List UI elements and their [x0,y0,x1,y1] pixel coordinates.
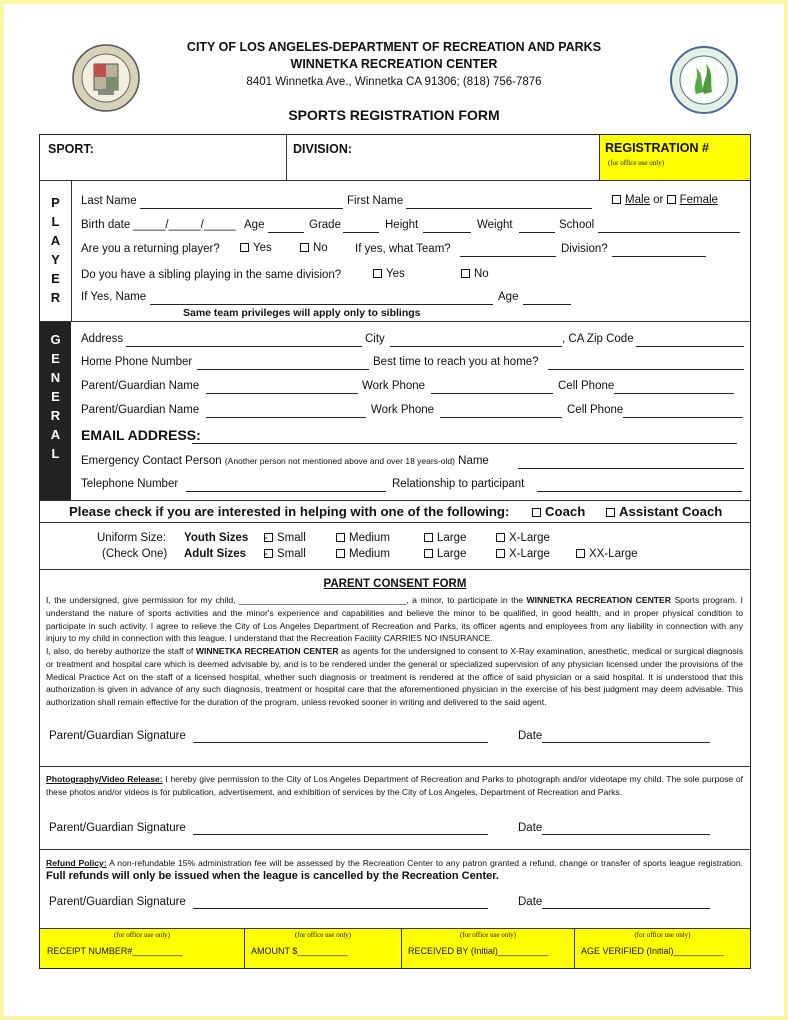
home-phone-label: Home Phone Number [81,356,193,368]
last-name-label: Last Name [81,195,137,207]
page [4,4,784,1016]
sibling-no-checkbox[interactable] [461,269,470,278]
best-time-input[interactable] [548,369,744,370]
assistant-coach-label: Assistant Coach [619,504,723,519]
youth-sizes-label: Youth Sizes [184,532,249,544]
photo-date-label: Date [518,822,543,834]
best-time-label: Best time to reach you at home? [373,356,539,368]
size-label: Medium [349,548,390,560]
office-use-note: (for office use only) [459,931,517,939]
sibling-no [461,268,489,280]
refund-date-input[interactable] [542,908,710,909]
receipt-cell [40,929,245,968]
office-use-note: (for office use only) [634,931,691,939]
division-question-label: Division? [561,243,608,255]
youth-dash: - [264,532,268,544]
age-verified-cell [575,929,750,968]
returning-yes [240,242,272,254]
general-letter: G [50,332,61,347]
adult-xlarge-checkbox[interactable] [496,549,505,558]
adult-small-checkbox[interactable] [264,549,273,558]
youth-medium-checkbox[interactable] [336,533,345,542]
general-sidebar [40,322,71,500]
telephone-label: Telephone Number [81,478,179,490]
birth-date-field[interactable]: Birth date _____/_____/_____ [81,219,236,231]
adult-small [264,548,306,560]
first-name-label: First Name [347,195,404,207]
female-checkbox[interactable] [667,195,676,204]
amount-cell [245,929,402,968]
home-phone-input[interactable] [197,369,369,370]
cell-phone2-input[interactable] [623,417,743,418]
photo-signature-input[interactable] [193,834,488,835]
size-label: Large [437,548,467,560]
volunteer-question: Please check if you are interested in helping with one of the following: [69,504,510,519]
cell-phone1-input[interactable] [614,393,734,394]
grade-input[interactable] [343,232,379,233]
header-address: 8401 Winnetka Ave., Winnetka CA 91306; (818) 756-7876 [246,76,542,88]
general-letter: E [51,389,60,404]
youth-medium [336,532,390,544]
youth-large [424,532,466,544]
refund-policy-text: A non-refundable 15% administration fee will be assessed by the Recreation Center to any patron granted a refund, change or transfer of sports league registration. [109,858,743,868]
adult-xxlarge [576,548,638,560]
refund-policy-title: Refund Policy: [46,858,107,868]
youth-small-checkbox[interactable] [264,533,273,542]
header-center: WINNETKA RECREATION CENTER [290,57,498,71]
youth-xlarge-checkbox[interactable] [496,533,505,542]
telephone-input[interactable] [186,491,386,492]
consent-signature-label: Parent/Guardian Signature [49,730,186,742]
refund-policy-bold: Full refunds will only be issued when the league is cancelled by the Recreation Center. [46,869,499,882]
guardian1-input[interactable] [206,393,358,394]
refund-signature-label: Parent/Guardian Signature [49,896,186,908]
sibling-label: Do you have a sibling playing in the same division? [81,269,342,281]
size-label: Large [437,532,467,544]
player-letter: Y [51,252,60,267]
consent-paragraph-2 [46,645,743,709]
weight-input[interactable] [519,232,555,233]
sibling-name-input[interactable] [150,304,493,305]
first-name-input[interactable] [406,208,592,209]
photo-date-input[interactable] [542,834,710,835]
returning-yes-checkbox[interactable] [240,243,249,252]
age-verified-field[interactable]: AGE VERIFIED (Initial)__________ [581,946,724,956]
relationship-label: Relationship to participant [392,478,525,490]
size-label: X-Large [509,532,550,544]
female-label: Female [679,194,718,206]
size-label: Small [277,532,306,544]
refund-signature-input[interactable] [193,908,488,909]
check-one-label: (Check One) [102,548,168,560]
emergency-name-input[interactable] [518,468,744,469]
header-department: CITY OF LOS ANGELES-DEPARTMENT OF RECREATION AND PARKS [186,40,602,54]
what-team-label: If yes, what Team? [355,243,451,255]
school-label: School [559,219,595,231]
consent-center-name: WINNETKA RECREATION CENTER [526,595,671,605]
address-label: Address [81,333,124,345]
consent-signature-input[interactable] [193,742,488,743]
youth-large-checkbox[interactable] [424,533,433,542]
photo-signature-label: Parent/Guardian Signature [49,822,186,834]
assistant-coach-checkbox[interactable] [606,508,615,517]
player-letter: R [50,290,61,305]
guardian1-label: Parent/Guardian Name [81,380,200,392]
email-input[interactable] [192,443,737,444]
photo-release-text: I hereby give permission to the City of Los Angeles Department of Recreation and Parks to photograph and/or videotape my child. The sole purpose of these photos and/or videos is for publication, advertisement, and exhibition of services by the City of Los Angeles, Department of Recreation and Parks. [46,774,743,797]
height-input[interactable] [423,232,471,233]
consent-title: PARENT CONSENT FORM [323,578,467,590]
emergency-name-label: Name [458,455,489,467]
consent-center-name: WINNETKA RECREATION CENTER [195,646,339,656]
amount-field[interactable]: AMOUNT $__________ [251,946,348,956]
emergency-contact-text: Emergency Contact Person [81,455,222,467]
assistant-coach-option [606,504,722,519]
player-letter: E [51,271,60,286]
size-label: Small [277,548,306,560]
player-sidebar [40,181,72,321]
sibling-age-input[interactable] [523,304,571,305]
returning-label: Are you a returning player? [81,243,220,255]
consent-text: I, the undersigned, give permission for my child, ___________________________________, a minor, to participate in the [46,595,524,605]
office-use-note: (for office use only) [608,159,665,167]
player-letter: A [50,233,61,248]
cell-phone1-label: Cell Phone [558,380,615,392]
adult-dash: - [264,548,268,560]
last-name-input[interactable] [140,208,343,209]
receipt-number[interactable]: RECEIPT NUMBER#__________ [47,946,183,956]
city-input[interactable] [390,346,562,347]
email-label: EMAIL ADDRESS: [81,427,201,443]
received-by-field[interactable]: RECEIVED BY (Initial)__________ [408,946,548,956]
registration-label: REGISTRATION # [605,141,709,155]
cell-phone2-label: Cell Phone [567,404,624,416]
player-letter: P [51,195,60,210]
office-use-row [40,929,750,968]
adult-medium-checkbox[interactable] [336,549,345,558]
coach-option [532,504,585,519]
adult-sizes-label: Adult Sizes [184,548,246,560]
sibling-yes [373,268,405,280]
work-phone1-label: Work Phone [362,380,426,392]
registration-form [39,134,751,969]
size-label: Medium [349,532,390,544]
emergency-label [81,455,489,467]
form-title: SPORTS REGISTRATION FORM [288,107,500,123]
gender-options [612,194,718,206]
zip-input[interactable] [636,346,744,347]
guardian2-label: Parent/Guardian Name [81,404,200,416]
consent-text: as agents for the undersigned to consent to X-Ray examination, anesthetic, medical or surgical diagnosis or treatment and hospital care which is deemed advisable by, and is to be rendered under the general or specialized supervision of any physician licensed under the provisions of the Medical Practice Act on the staff of a licensed hospital, whether such diagnosis or treatment is rendered at the office of said physician or a said hospital. It is understood that this authorization is given in advance of any such diagnosis, treatment or hospital care that the aforementioned physician in the exercise of his best judgment may deem advisable. This authorization shall remain effective for the duration of the program, unless revoked sooner in writing and delivered to the said agent. [46,646,744,708]
consent-text: Sports program. I understand the nature of sports activities and the minor's experience and capabilities and believe the minor to be qualified, in good health, and in proper physical condition to participate in such activity. I agree to relieve the City of Los Angeles Department of Recreation and Parks, its officer agents and employees from any liability in connection with any injury to my child in connection with this league. I understand that the Recreation Facility CARRIES NO INSURANCE. [46,595,743,644]
work-phone2-input[interactable] [440,417,562,418]
player-letter: L [51,214,60,229]
address-input[interactable] [126,346,362,347]
youth-small [264,532,306,544]
height-label: Height [385,219,419,231]
male-checkbox[interactable] [612,195,621,204]
work-phone1-input[interactable] [431,393,553,394]
relationship-input[interactable] [537,491,742,492]
sibling-yes-checkbox[interactable] [373,269,382,278]
no-label: No [313,242,328,254]
age-input[interactable] [268,232,304,233]
consent-text: I, also, do hereby authorize the staff of [46,646,194,656]
sibling-note: Same team privileges will apply only to siblings [183,307,421,319]
size-label: X-Large [509,548,550,560]
photo-release-paragraph [46,773,743,799]
youth-xlarge [496,532,550,544]
adult-xlarge [496,548,550,560]
returning-no [300,242,328,254]
consent-date-input[interactable] [542,742,710,743]
size-label: XX-Large [589,548,638,560]
general-letter: A [50,427,61,442]
grade-label: Grade [309,219,341,231]
division-input[interactable] [612,256,706,257]
refund-policy-paragraph [46,857,743,883]
refund-date-label: Date [518,896,543,908]
sibling-name-label: If Yes, Name [81,291,147,303]
office-use-note: (for office use only) [294,931,352,939]
coach-checkbox[interactable] [532,508,541,517]
division-field[interactable]: DIVISION: [293,142,353,156]
consent-date-label: Date [518,730,543,742]
zip-label: , CA Zip Code [562,333,634,345]
returning-no-checkbox[interactable] [300,243,309,252]
coach-label: Coach [545,504,586,519]
photo-release-title: Photography/Video Release: [46,774,163,784]
adult-medium [336,548,390,560]
age-label: Age [244,219,265,231]
adult-large [424,548,466,560]
school-input[interactable] [598,232,740,233]
no-label: No [474,268,489,280]
guardian2-input[interactable] [206,417,366,418]
office-use-note: (for office use only) [113,931,171,939]
work-phone2-label: Work Phone [371,404,435,416]
sibling-age-label: Age [498,291,519,303]
general-letter: E [51,351,60,366]
weight-label: Weight [477,219,513,231]
city-label: City [365,333,385,345]
registration-box [600,135,750,180]
uniform-size-label: Uniform Size: [97,532,167,544]
consent-paragraph-1 [46,594,743,645]
received-cell [402,929,575,968]
sport-field[interactable]: SPORT: [48,142,94,156]
or-label: or [653,194,664,206]
adult-large-checkbox[interactable] [424,549,433,558]
male-label: Male [625,194,650,206]
yes-label: Yes [386,268,405,280]
general-letter: R [50,408,61,423]
general-letter: L [51,446,60,461]
yes-label: Yes [253,242,272,254]
team-input[interactable] [460,256,556,257]
emergency-note: (Another person not mentioned above and over 18 years-old) [224,456,455,466]
adult-xxlarge-checkbox[interactable] [576,549,585,558]
general-letter: N [50,370,61,385]
